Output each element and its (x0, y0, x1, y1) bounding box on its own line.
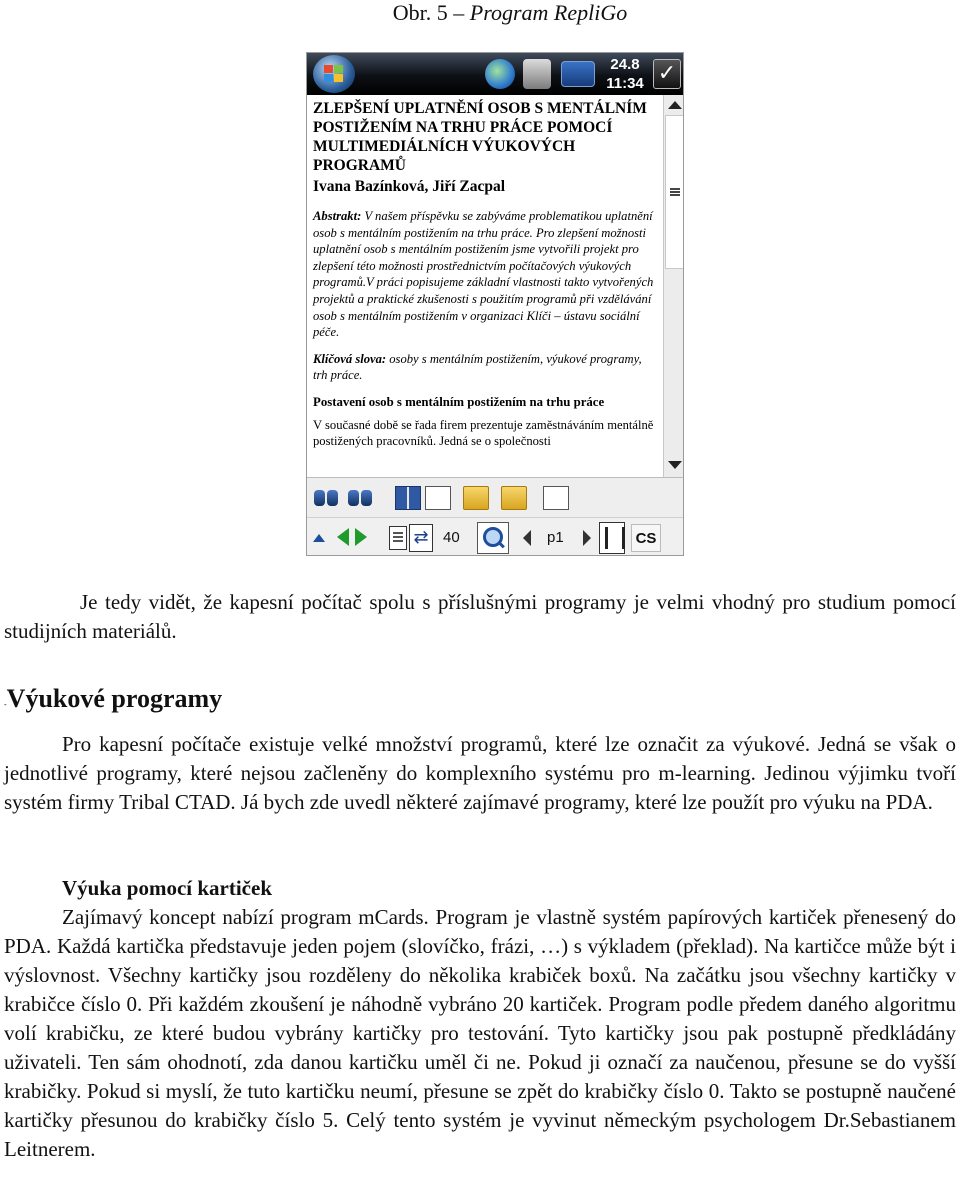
up-arrow-icon[interactable] (313, 534, 325, 542)
open-folder-icon[interactable] (463, 486, 489, 510)
pda-screenshot (306, 52, 684, 556)
zoom-level[interactable]: 40 (443, 529, 460, 546)
connectivity-icon[interactable] (485, 59, 515, 89)
clock-date: 24.8 (610, 56, 640, 73)
caption-prefix: Obr. 5 – (392, 0, 470, 25)
heading-text: Výukové programy (6, 684, 223, 713)
prev-page-icon[interactable] (523, 530, 531, 546)
forward-arrow-icon[interactable] (355, 528, 367, 546)
scroll-thumb[interactable] (665, 115, 684, 269)
keywords-text: osoby s mentálním postižením, výukové programy, trh práce. (313, 351, 642, 383)
language-button[interactable]: CS (631, 524, 661, 552)
folder-icon[interactable] (501, 486, 527, 510)
bookmarks-icon[interactable] (395, 486, 421, 510)
clock[interactable] (603, 55, 647, 93)
abstract-text: V našem příspěvku se zabýváme problematikou uplatnění osob s mentálním postižením na trhu práce. Pro zlepšení možnosti uplatnění osob s mentálním postižením jsme vytvořili projekt pro zlepšení této možnosti prostřednictvím počítačových výukových programů.V práci popisujeme základní vlastnosti takto vytvořených projektů a praktické zkušenosti s použitím programů při vzdělávání osob s mentálním postižením v organizaci Klíči – ústavu sociální péče. (313, 209, 654, 340)
document-view[interactable] (307, 95, 663, 477)
page-view-icon[interactable] (389, 526, 407, 550)
page-options-icon[interactable] (425, 486, 451, 510)
scroll-up-icon[interactable] (668, 101, 682, 109)
vertical-scrollbar[interactable] (663, 95, 684, 477)
copy-pages-icon[interactable] (543, 486, 569, 510)
subsection-heading: Výuka pomocí kartiček (62, 876, 272, 900)
column-view-icon[interactable] (599, 522, 625, 554)
abstract-label: Abstrakt: (313, 209, 362, 223)
signal-icon[interactable] (561, 61, 595, 87)
speaker-icon[interactable] (523, 59, 551, 89)
pda-taskbar (307, 53, 684, 95)
document-title: ZLEPŠENÍ UPLATNĚNÍ OSOB S MENTÁLNÍM POSTIŽENÍM NA TRHU PRÁCE POMOCÍ MULTIMEDIÁLNÍCH VÝUKOVÝCH PROGRAMŮ (313, 100, 647, 174)
find-icon[interactable] (313, 486, 339, 510)
clock-time: 11:34 (606, 75, 644, 92)
windows-start-icon[interactable] (313, 55, 355, 93)
intro-paragraph (4, 588, 956, 646)
paragraph-2-text: Zajímavý koncept nabízí program mCards. Program je vlastně systém papírových kartiček přenesený do PDA. Každá kartička představuje jeden pojem (slovíčko, frázi, …) s výkladem (překlad). Na kartičce může být i výslovnost. Všechny kartičky jsou rozděleny do několika krabiček boxů. Na začátku jsou všechny kartičky v krabičce číslo 0. Při každém zkoušení je náhodně vybráno 20 kartiček. Program podle předem daného algoritmu volí krabičku, ze které budou vybrány kartičky pro testování. Tyto kartičky jsou pak postupně předkládány uživateli. Ten sám ohodnotí, zda danou kartičku uměl či ne. Pokud ji označí za naučenou, přesune se do vyšší krabičky. Pokud si myslí, že tuto kartičku neumí, přesune se zpět do krabičky číslo 0. Takto se postupně naučené kartičky přesunou do krabičky číslo 5. Celý tento systém je vyvinut německým psychologem Dr.Sebastianem Leitnerem. (4, 905, 956, 1161)
paragraph-1-text: Pro kapesní počítače existuje velké množství programů, které lze označit za výukové. Jedná se však o jednotlivé programy, které nejsou začleněny do komplexního systému pro m-learning. Jedinou výjimku tvoří systém firmy Tribal CTAD. Já bych zde uvedl některé zajímavé programy, které lze použít pro výuku na PDA. (4, 732, 956, 814)
scroll-down-icon[interactable] (668, 461, 682, 469)
toolbar-top (307, 477, 684, 517)
ok-button[interactable]: ✓ (653, 59, 681, 89)
windows-flag-icon (324, 65, 344, 83)
page-number[interactable]: p1 (547, 529, 564, 546)
document-authors: Ivana Bazínková, Jiří Zacpal (313, 178, 506, 195)
section-heading (4, 684, 222, 720)
document-abstract (313, 208, 657, 341)
document-section-title: Postavení osob s mentálním postižením na trhu práce (313, 394, 605, 409)
toolbar-bottom (307, 517, 684, 556)
magnifier-icon[interactable] (477, 522, 509, 554)
paragraph-1 (4, 730, 956, 817)
next-page-icon[interactable] (583, 530, 591, 546)
intro-text: Je tedy vidět, že kapesní počítač spolu s příslušnými programy je velmi vhodný pro studium pomocí studijních materiálů. (4, 590, 956, 643)
back-arrow-icon[interactable] (337, 528, 349, 546)
reflow-toggle-icon[interactable]: ⇄ (409, 524, 433, 552)
document-section-text: V současné době se řada firem prezentuje zaměstnáváním mentálně postižených pracovníků. Jedná se o společnosti (313, 417, 654, 449)
find-next-icon[interactable] (347, 486, 373, 510)
heading-marker: - (4, 700, 7, 709)
document-keywords (313, 351, 657, 384)
figure-caption (0, 0, 960, 26)
caption-title: Program RepliGo (469, 0, 628, 25)
grip-icon (670, 188, 680, 196)
keywords-label: Klíčová slova: (313, 351, 387, 366)
paragraph-2 (4, 903, 956, 1164)
